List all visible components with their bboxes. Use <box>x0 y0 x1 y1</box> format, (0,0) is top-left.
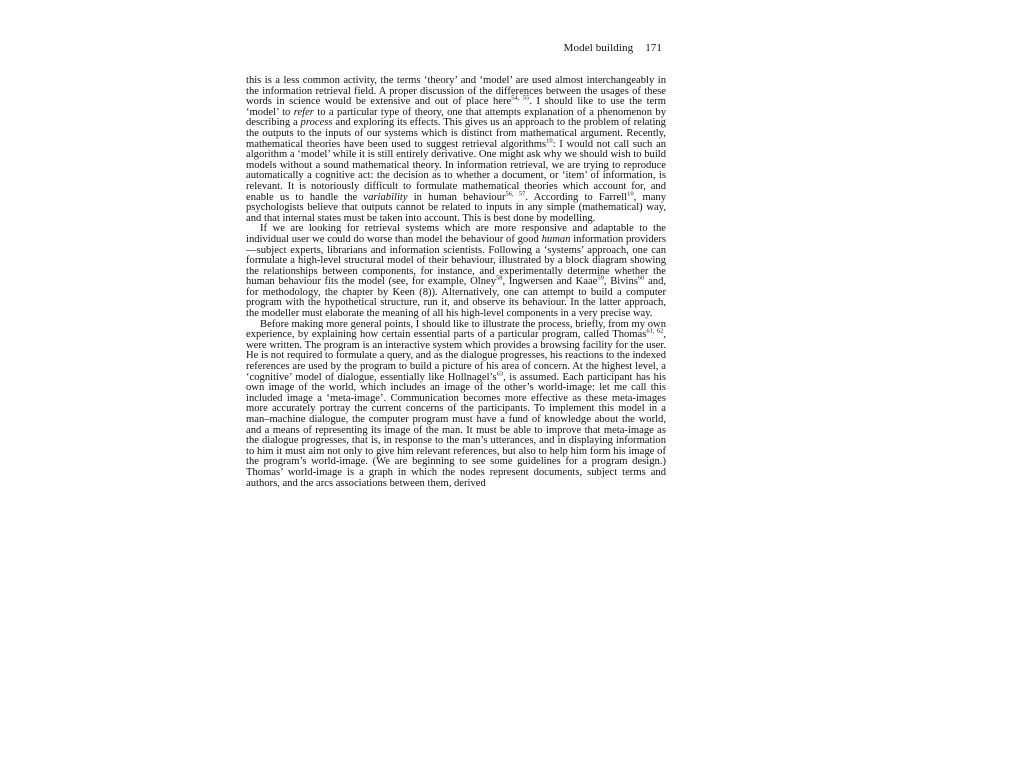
reference-marker: 59 <box>597 274 604 282</box>
text-run: in human behaviour <box>407 191 506 203</box>
text-run: If we are looking for retrieval systems which are more responsive and adaptable to the individual user we could do worse than model the behaviour of good <box>246 223 666 245</box>
book-page <box>246 40 666 755</box>
paragraph-2 <box>246 224 666 319</box>
reference-marker: 56, 57 <box>505 190 526 197</box>
text-run: . I should like to use the term ‘model’ to <box>246 96 667 118</box>
running-title: Model building <box>563 42 634 54</box>
emphasis-text: human <box>541 233 571 245</box>
text-run: to a particular type of theory, one that attempts explanation of a phenomenon by describing a <box>246 106 666 129</box>
text-run: and, for methodology, the chapter by Keen (8)). Alternatively, one can attempt to build a computer program with the hypothetical structure, run it, and observe its behaviour. In the latter approach, the modeller must elaborate the meaning of all his high-level components in a very precise way. <box>246 276 667 320</box>
reference-marker: 63 <box>496 370 504 378</box>
paragraph-3 <box>246 320 666 490</box>
text-run: . According to Farrell <box>525 191 628 203</box>
body-text <box>246 76 666 489</box>
text-run: : I would not call such an algorithm a ‘model’ while it is still entirely derivative. One might ask why we should wish to build models without a sound mathematical theory. In information retrieval, we are trying to reproduce automatically a cognitive act: the decision as to whether a document, or ‘item’ of information, is relevant. It is notoriously difficult to formulate mathematical theories which account for, and enable us to handle the <box>246 138 666 203</box>
reference-marker: 54, 55 <box>511 94 530 102</box>
page-number: 171 <box>645 42 662 54</box>
text-run: , many psychologists believe that outputs cannot be related to inputs in any simple (mathematical) way, and that internal states must be taken into account. This is best done by modelling. <box>246 191 667 224</box>
paragraph-1 <box>246 76 666 224</box>
running-head <box>564 42 662 54</box>
text-run: information providers—subject experts, librarians and information scientists. Following a ‘systems’ approach, one can formulate a high-level structural model of their behaviour, illustrated by a block diagram showing the relationships between components, for instance, and experimentally determine whether the human behaviour fits the model (see, for example, Olney <box>246 233 666 288</box>
reference-marker: 61, 62 <box>646 327 664 335</box>
text-run: , Ingwersen and Kaae <box>502 276 598 288</box>
text-run: , is assumed. Each participant has his own image of the world, which includes an image of the other’s world-image: let me call this included image a ‘meta-image’. Communication becomes more effective as these meta-images more accurately portray the current concerns of the participants. To implement this model in a man–machine dialogue, the computer program must have a fund of knowledge about the world, and a means of representing its image of the man. It must be able to improve that meta-image as the dialogue progresses, that is, in response to the man’s utterances, and in displaying information to him it must aim not only to give him relevant references, but also to help him form his image of the program’s world-image. (We are beginning to see some guidelines for a program design.) Thomas’ world-image is a graph in which the nodes represent documents, subject terms and authors, and the arcs associations between them, derived <box>246 371 666 489</box>
emphasis-text: variability <box>363 191 408 203</box>
text-run: and exploring its effects. This gives us an approach to the problem of relating the outputs to the inputs of our systems which is distinct from mathematical argument. Recently, mathematical theories have been used to suggest retrieval algorithms <box>246 117 666 150</box>
reference-marker: 10 <box>627 190 634 197</box>
text-run: , Bivins <box>603 276 638 288</box>
emphasis-text: refer <box>293 106 314 118</box>
reference-marker: 58 <box>496 274 503 282</box>
reference-marker: 10 <box>546 137 553 145</box>
reference-marker: 60 <box>637 274 645 282</box>
text-run: this is a less common activity, the terms ‘theory’ and ‘model’ are used almost interchangeably in the information retrieval field. A proper discussion of the differences between the usages of these words in science would be extensive and out of place here <box>246 75 666 108</box>
emphasis-text: process <box>300 117 333 129</box>
text-run: Before making more general points, I should like to illustrate the process, briefly, from my own experience, by explaining how certain essential parts of a particular program, called Thomas <box>246 318 666 341</box>
text-run: , were written. The program is an interactive system which provides a browsing facility for the user. He is not required to formulate a query, and as the dialogue progresses, his reactions to the indexed references are used by the program to build a picture of his area of concern. At the highest level, a ‘cognitive’ model of dialogue, essentially like Hollnagel’s <box>246 329 667 383</box>
